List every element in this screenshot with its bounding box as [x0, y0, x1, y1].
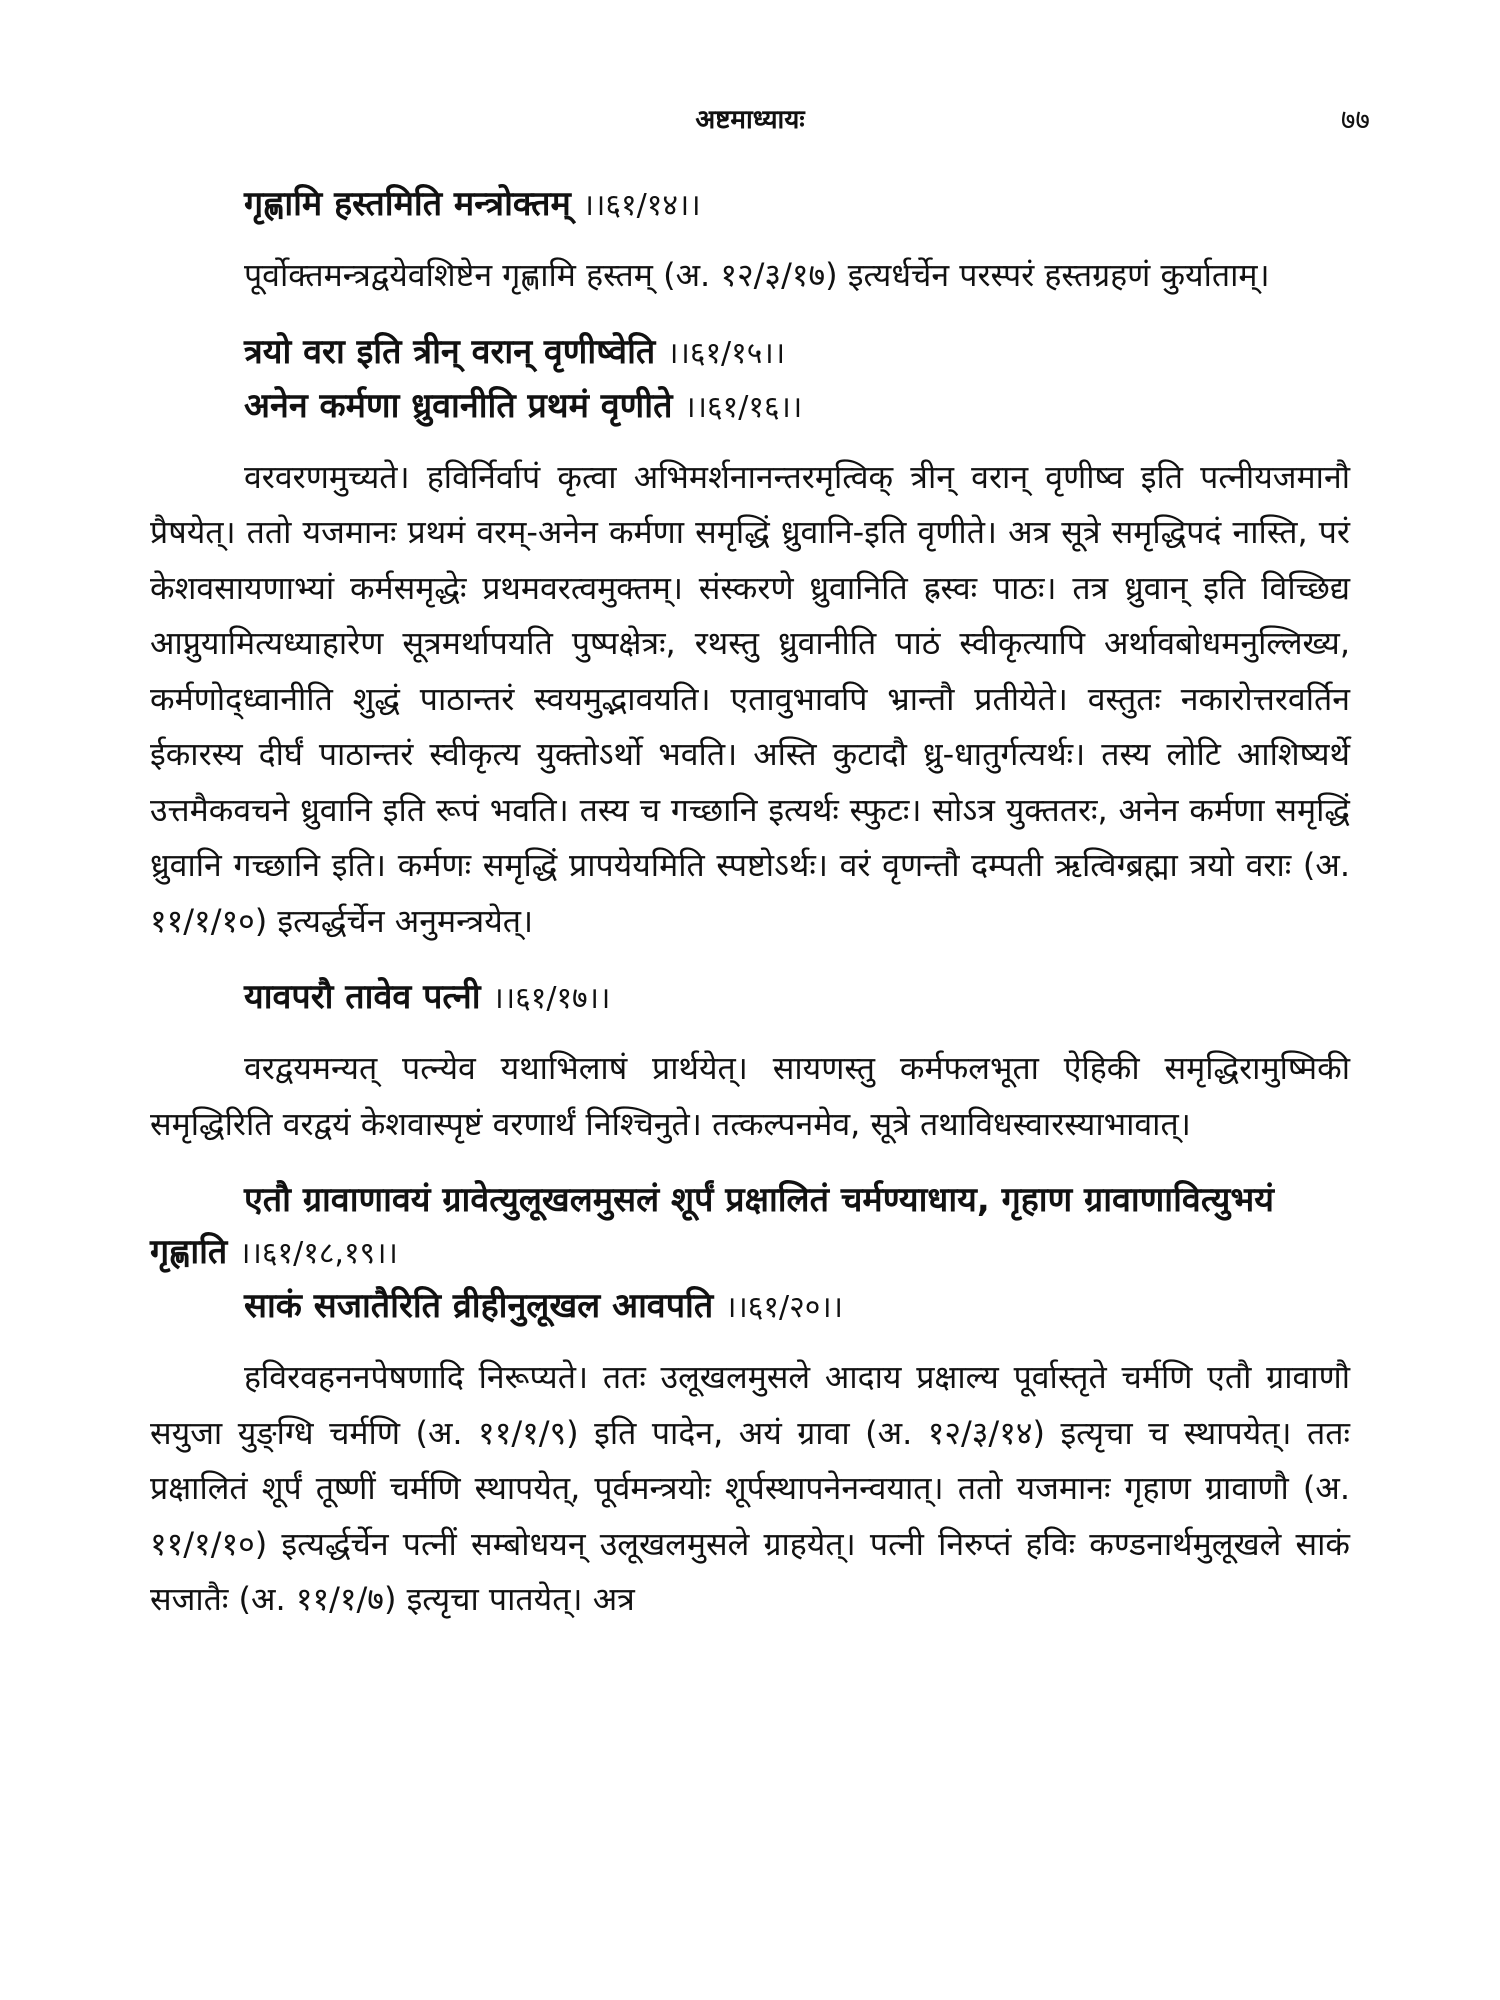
sutra-61-17 — [150, 971, 1350, 1025]
sutra-61-15 — [150, 326, 1350, 380]
sutra-61-20 — [150, 1280, 1350, 1334]
commentary-paragraph: वरद्वयमन्यत् पत्न्येव यथाभिलाषं प्रार्थयेत्। सायणस्तु कर्मफलभूता ऐहिकी समृद्धिरामुष्मिकी समृद्धिरिति वरद्वयं केशवास्पृष्टं वरणार्थं निश्चिनुते। तत्कल्पनमेव, सूत्रे तथाविधस्वारस्याभावात्। — [150, 1049, 1350, 1143]
page-content — [150, 178, 1350, 1628]
sutra-61-14 — [150, 178, 1350, 232]
sutra-text: यावपरौ तावेव पत्नी — [244, 977, 481, 1017]
commentary-paragraph: वरवरणमुच्यते। हविर्निर्वापं कृत्वा अभिमर्शनानन्तरमृत्विक् त्रीन् वरान् वृणीष्व इति पत्नीयजमानौ प्रैषयेत्। ततो यजमानः प्रथमं वरम्-अनेन कर्मणा समृद्धिं ध्रुवानि-इति वृणीते। अत्र सूत्रे समृद्धिपदं नास्ति, परं केशवसायणाभ्यां कर्मसमृद्धेः प्रथमवरत्वमुक्तम्। संस्करणे ध्रुवानिति ह्रस्वः पाठः। तत्र ध्रुवान् इति विच्छिद्य आप्नुयामित्यध्याहारेण सूत्रमर्थापयति पुष्पक्षेत्रः, रथस्तु ध्रुवानीति पाठं स्वीकृत्यापि अर्थावबोधमनुल्लिख्य, कर्मणोद्ध्वानीति शुद्धं पाठान्तरं स्वयमुद्भावयति। एतावुभावपि भ्रान्तौ प्रतीयेते। वस्तुतः नकारोत्तरवर्तिन ईकारस्य दीर्घं पाठान्तरं स्वीकृत्य युक्तोऽर्थो भवति। अस्ति कुटादौ ध्रु-धातुर्गत्यर्थः। तस्य लोटि आशिष्यर्थे उत्तमैकवचने ध्रुवानि इति रूपं भवति। तस्य च गच्छानि इत्यर्थः स्फुटः। सोऽत्र युक्ततरः, अनेन कर्मणा समृद्धिं ध्रुवानि गच्छानि इति। कर्मणः समृद्धिं प्रापयेयमिति स्पष्टोऽर्थः। वरं वृणन्तौ दम्पती ऋत्विग्ब्रह्मा त्रयो वराः (अ. ११/१/१०) इत्यर्द्धर्चेन अनुमन्त्रयेत्। — [150, 457, 1350, 940]
sutra-61-18-19 — [150, 1174, 1350, 1280]
sutra-ref: ।।६१/१४।। — [582, 188, 701, 223]
sutra-ref: ।।६१/१५।। — [667, 335, 786, 371]
commentary-paragraph: हविरवहननपेषणादि निरूप्यते। ततः उलूखलमुसले आदाय प्रक्षाल्य पूर्वास्तृते चर्मणि एतौ ग्रावाणौ सयुजा युङ्ग्धि चर्मणि (अ. ११/१/९) इति पादेन, अयं ग्रावा (अ. १२/३/१४) इत्यृचा च स्थापयेत्। ततः प्रक्षालितं शूर्पं तूष्णीं चर्मणि स्थापयेत्, पूर्वमन्त्रयोः शूर्पस्थापनेनन्वयात्। ततो यजमानः गृहाण ग्रावाणौ (अ. ११/१/१०) इत्यर्द्धर्चेन पत्नीं सम्बोधयन् उलूखलमुसले ग्राहयेत्। पत्नी निरुप्तं हविः कण्डनार्थमुलूखले साकं सजातैः (अ. ११/१/७) इत्यृचा पातयेत्। अत्र — [150, 1358, 1350, 1618]
chapter-title: अष्टमाध्यायः — [695, 105, 805, 135]
sutra-text: अनेन कर्मणा ध्रुवानीति प्रथमं वृणीते — [244, 385, 673, 426]
commentary-paragraph: पूर्वोक्तमन्त्रद्वयेवशिष्टेन गृह्णामि हस्तम् (अ. १२/३/१७) इत्यर्धर्चेन परस्परं हस्तग्रहणं कुर्याताम्। — [244, 256, 1270, 294]
sutra-text: साकं सजातैरिति व्रीहीनुलूखल आवपति — [244, 1286, 714, 1326]
sutra-text: गृह्णामि हस्तमिति मन्त्रोक्तम् — [244, 184, 571, 224]
sutra-text: त्रयो वरा इति त्रीन् वरान् वृणीष्वेति — [244, 331, 656, 372]
page-number: ७७ — [1340, 103, 1370, 136]
sutra-ref: ।।६१/१६।। — [684, 389, 803, 425]
sutra-text: एतौ ग्रावाणावयं ग्रावेत्युलूखलमुसलं शूर्पं प्रक्षालितं चर्मण्याधाय, गृहाण ग्रावाणावित्युभयं गृह्णाति — [150, 1180, 1275, 1272]
running-head — [0, 96, 1500, 136]
sutra-61-16 — [150, 380, 1350, 434]
sutra-ref: ।।६१/१७।। — [492, 981, 611, 1016]
sutra-ref: ।।६१/२०।। — [725, 1290, 844, 1325]
sutra-ref: ।।६१/१८,१९।। — [239, 1236, 398, 1271]
